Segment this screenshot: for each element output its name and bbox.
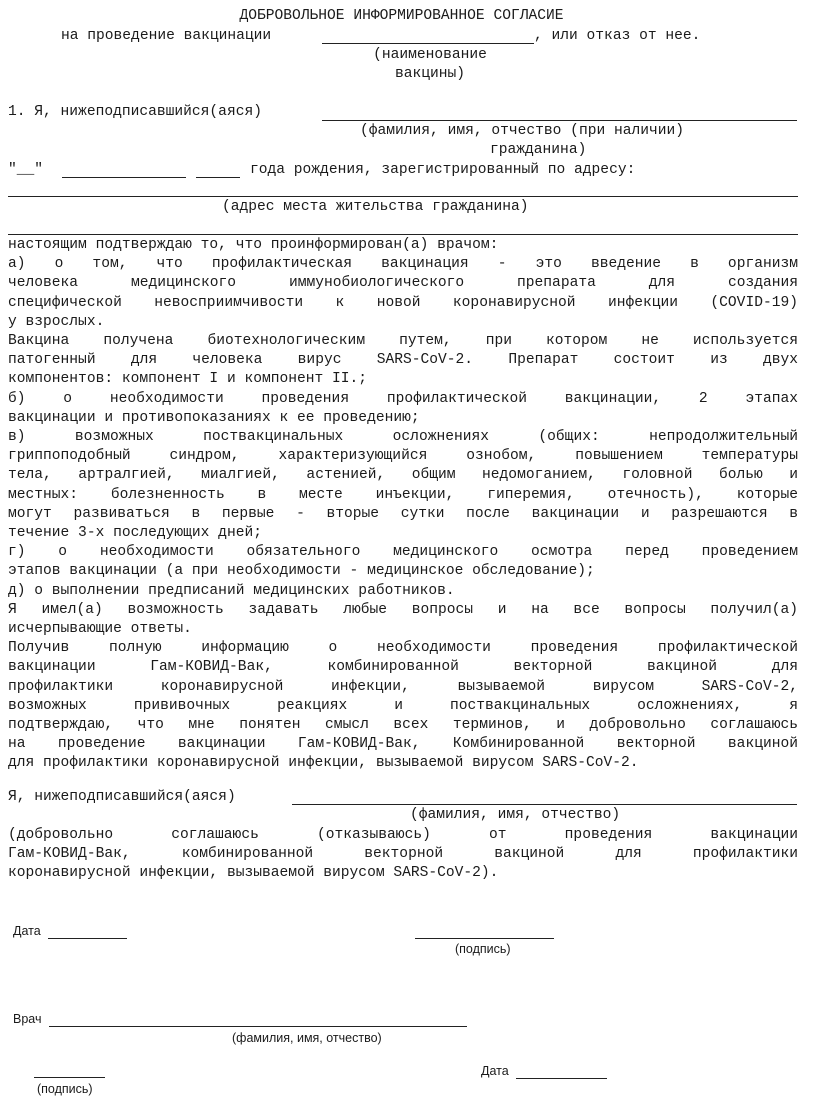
date-label-2: Дата xyxy=(481,1064,509,1078)
body-line: б) о необходимости проведения профилактической вакцинации, 2 этапах xyxy=(8,390,798,407)
date-field[interactable] xyxy=(48,938,127,939)
body-line: компонентов: компонент I и компонент II.; xyxy=(8,371,368,388)
birth-year-field[interactable] xyxy=(196,177,240,178)
vaccine-caption-2: вакцины) xyxy=(394,66,466,82)
patient-signature-field[interactable] xyxy=(415,938,554,939)
body-line: гриппоподобный синдром, характеризующийся ознобом, повышением температуры xyxy=(8,448,798,465)
birth-text: года рождения, зарегистрированный по адресу: xyxy=(250,162,636,178)
vaccine-caption-1: (наименование xyxy=(373,47,487,63)
body-line: Вакцина получена биотехнологическим путем, при котором не используется xyxy=(8,333,798,349)
doctor-caption: (фамилия, имя, отчество) xyxy=(232,1031,382,1045)
body-line: этапов вакцинации (а при необходимости - медицинское обследование); xyxy=(8,563,595,580)
citizen-fio-field[interactable] xyxy=(322,120,797,121)
body-line: для профилактики коронавирусной инфекции, вызываемой вирусом SARS-CoV-2. xyxy=(8,755,639,772)
body-line: специфической невосприимчивости к новой коронавирусной инфекции (COVID-19) xyxy=(8,294,798,311)
address-caption: (адрес места жительства гражданина) xyxy=(222,199,529,215)
body-line: вакцинации и противопоказаниях к ее проведению; xyxy=(8,409,420,426)
address-field[interactable] xyxy=(8,196,798,197)
body-line: г) о необходимости обязательного медицинского осмотра перед проведением xyxy=(8,544,798,561)
fio-caption-1: (фамилия, имя, отчество (при наличии) xyxy=(360,123,685,139)
doctor-signature-field[interactable] xyxy=(34,1077,105,1078)
body-line: подтверждаю, что мне понятен смысл всех терминов, и добровольно соглашаюсь xyxy=(8,717,798,733)
body-line: а) о том, что профилактическая вакцинация - это введение в организм xyxy=(8,256,798,273)
body-line: исчерпывающие ответы. xyxy=(8,621,192,637)
consent-line: Гам-КОВИД-Вак, комбинированной векторной вакциной для профилактики xyxy=(8,846,798,863)
body-line: настоящим подтверждаю то, что проинформирован(а) врачом: xyxy=(8,237,499,253)
signer-fio-field[interactable] xyxy=(292,804,797,805)
body-line: патогенный для человека вирус SARS-CoV-2. Препарат состоит из двух xyxy=(8,352,798,369)
consent-line: (добровольно соглашаюсь (отказываюсь) от проведения вакцинации xyxy=(8,827,798,843)
fio2-caption: (фамилия, имя, отчество) xyxy=(410,807,621,823)
body-line: в) возможных поствакцинальных осложнениях (общих: непродолжительный xyxy=(8,429,798,445)
document-title: ДОБРОВОЛЬНОЕ ИНФОРМИРОВАННОЕ СОГЛАСИЕ xyxy=(239,8,564,24)
section2-label: Я, нижеподписавшийся(аяся) xyxy=(8,789,236,805)
body-line: Получив полную информацию о необходимости проведения профилактической xyxy=(8,640,798,657)
consent-line: коронавирусной инфекции, вызываемой вирусом SARS-CoV-2). xyxy=(8,865,499,882)
body-line: профилактики коронавирусной инфекции, вызываемой вирусом SARS-CoV-2, xyxy=(8,678,798,695)
vaccine-name-field[interactable] xyxy=(322,43,534,44)
birth-day: "__" xyxy=(8,162,44,178)
fio-caption-2: гражданина) xyxy=(490,142,587,158)
date-label: Дата xyxy=(13,924,41,938)
date-field-2[interactable] xyxy=(516,1078,607,1079)
body-line: местных: болезненность в месте инъекции, гиперемия, отечность), которые xyxy=(8,486,798,503)
body-line: на проведение вакцинации Гам-КОВИД-Вак, Комбинированной векторной вакциной xyxy=(8,736,798,753)
birth-month-field[interactable] xyxy=(62,177,186,178)
body-line: вакцинации Гам-КОВИД-Вак, комбинированной векторной вакциной для xyxy=(8,659,798,676)
subtitle-prefix: на проведение вакцинации xyxy=(61,28,272,44)
section1-label: 1. Я, нижеподписавшийся(аяся) xyxy=(8,104,262,120)
body-line: Я имел(а) возможность задавать любые вопросы и на все вопросы получил(а) xyxy=(8,601,798,618)
signature-caption: (подпись) xyxy=(455,942,511,956)
address-field-2[interactable] xyxy=(8,234,798,235)
body-line: могут развиваться в первые - вторые сутки после вакцинации и разрешаются в xyxy=(8,505,798,522)
doctor-fio-field[interactable] xyxy=(49,1026,467,1027)
signature-caption-2: (подпись) xyxy=(37,1082,93,1096)
subtitle-suffix: , или отказ от нее. xyxy=(534,28,701,44)
body-line: возможных прививочных реакциях и поствакцинальных осложнениях, я xyxy=(8,697,798,714)
body-line: течение 3-х последующих дней; xyxy=(8,525,262,541)
body-line: у взрослых. xyxy=(8,313,105,330)
body-line: человека медицинского иммунобиологического препарата для создания xyxy=(8,275,798,292)
body-line: д) о выполнении предписаний медицинских работников. xyxy=(8,582,455,599)
body-line: тела, артралгией, миалгией, астенией, общим недомоганием, головной болью и xyxy=(8,467,798,484)
doctor-label: Врач xyxy=(13,1012,42,1026)
